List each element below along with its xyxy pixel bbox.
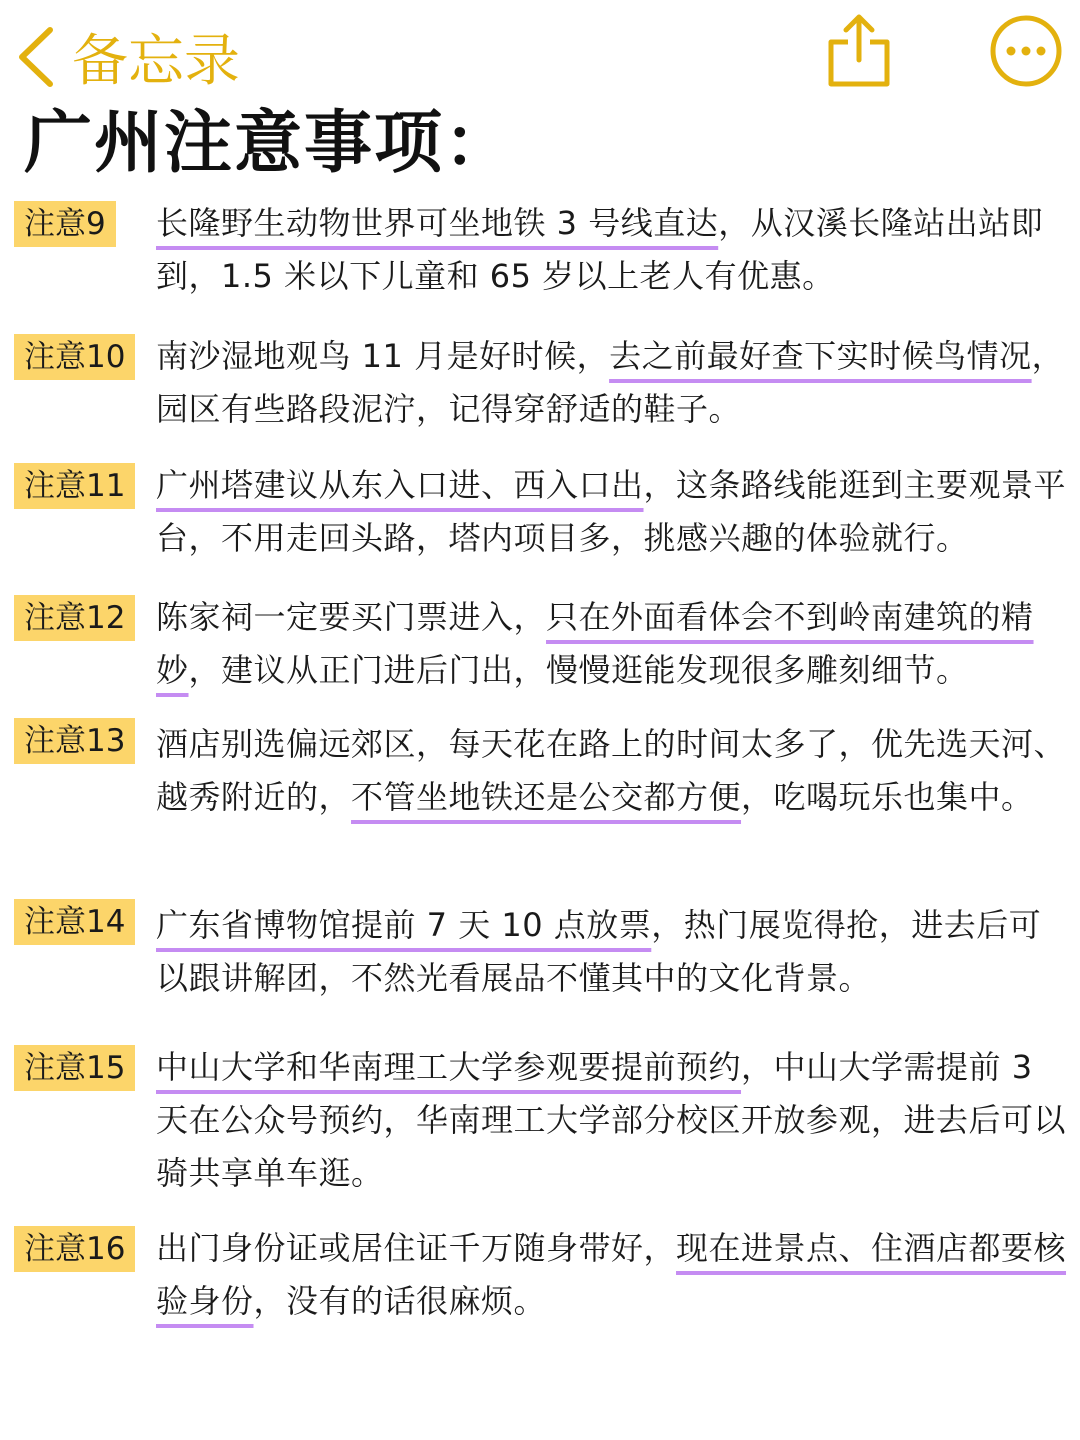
note-tag: 注意11	[14, 463, 135, 509]
text-segment: 南沙湿地观鸟 11 月是好时候，	[156, 337, 610, 375]
text-segment: 陈家祠一定要买门票进入，	[156, 598, 547, 636]
back-label: 备忘录	[72, 29, 240, 94]
note-text	[156, 591, 1071, 697]
text-segment: ，建议从正门进后门出，慢慢逛能发现很多雕刻细节。	[188, 651, 969, 689]
note-tag: 注意12	[14, 595, 135, 641]
note-text	[156, 1041, 1071, 1200]
text-segment: ，吃喝玩乐也集中。	[741, 778, 1034, 816]
text-segment: 出门身份证或居住证千万随身带好，	[156, 1229, 677, 1267]
note-text	[156, 1222, 1071, 1328]
note-tag: 注意15	[14, 1045, 135, 1091]
more-options-button[interactable]	[990, 15, 1062, 87]
note-text	[156, 459, 1071, 565]
highlight-text: 不管坐地铁还是公交都方便	[351, 778, 742, 816]
highlight-text: 长隆野生动物世界可坐地铁 3 号线直达	[156, 204, 719, 242]
text-segment: ，热门展览得抢，进去后可以跟讲解团，不然光看展品不懂其中的文化背景。	[156, 906, 1042, 997]
note-tag: 注意9	[14, 201, 116, 247]
text-segment: ，中山大学需提前 3 天在公众号预约，华南理工大学部分校区开放参观，进去后可以骑共享单车逛。	[156, 1048, 1067, 1192]
text-segment: ，没有的话很麻烦。	[253, 1282, 547, 1320]
share-icon	[826, 12, 892, 90]
highlight-text: 现在进景点、住酒店都要核验身份	[156, 1229, 1067, 1320]
note-text	[156, 330, 1071, 436]
highlight-text: 广东省博物馆提前 7 天 10 点放票	[156, 906, 652, 944]
text-segment: ，园区有些路段泥泞，记得穿舒适的鞋子。	[156, 337, 1065, 428]
text-segment: ，从汉溪长隆站出站即到，1.5 米以下儿童和 65 岁以上老人有优惠。	[156, 204, 1044, 295]
share-button[interactable]	[826, 12, 892, 90]
note-text	[156, 718, 1071, 824]
highlight-text: 中山大学和华南理工大学参观要提前预约	[156, 1048, 742, 1086]
text-segment: ，这条路线能逛到主要观景平台，不用走回头路，塔内项目多，挑感兴趣的体验就行。	[156, 466, 1067, 557]
navigation-bar	[0, 0, 1080, 105]
highlight-text: 广州塔建议从东入口进、西入口出	[156, 466, 644, 504]
note-tag: 注意16	[14, 1226, 135, 1272]
note-text	[156, 899, 1071, 1005]
text-segment: 酒店别选偏远郊区，每天花在路上的时间太多了，优先选天河、越秀附近的，	[156, 725, 1067, 816]
highlight-text: 只在外面看体会不到岭南建筑的精妙	[156, 598, 1034, 689]
note-tag: 注意13	[14, 718, 135, 764]
back-button[interactable]	[14, 22, 240, 92]
note-tag: 注意10	[14, 334, 135, 380]
note-tag: 注意14	[14, 899, 135, 945]
chevron-left-icon	[14, 24, 58, 90]
highlight-text: 去之前最好查下实时候鸟情况	[609, 337, 1032, 375]
more-icon	[990, 15, 1062, 87]
note-text	[156, 197, 1071, 303]
note-title: 广州注意事项：	[24, 104, 515, 183]
